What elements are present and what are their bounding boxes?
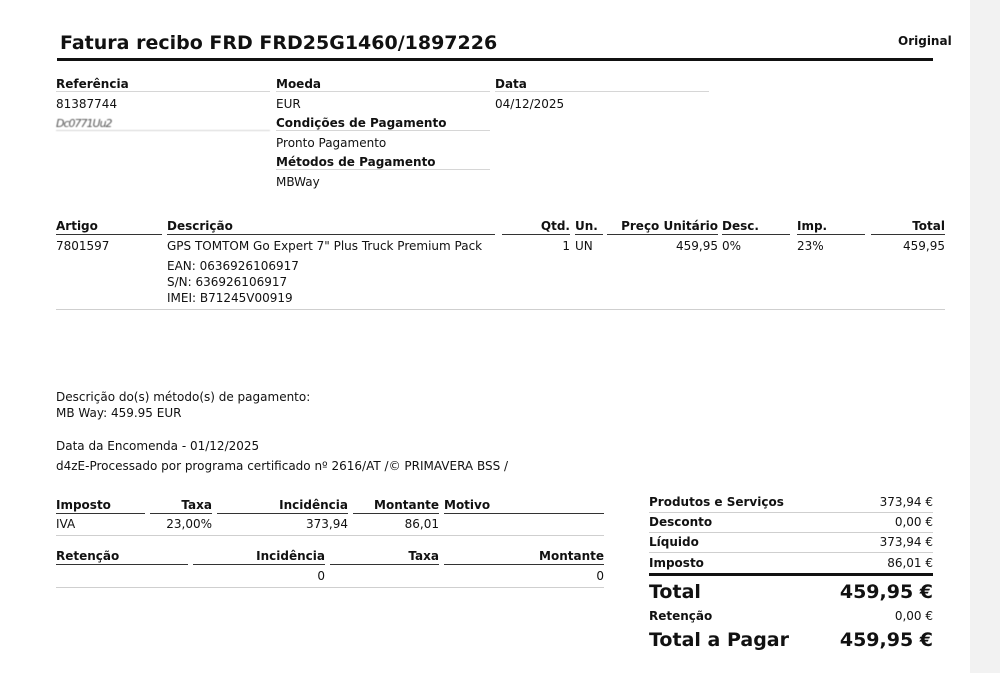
item-imp: 23%	[797, 239, 824, 253]
col-artigo: Artigo	[56, 219, 162, 235]
sum-total-label: Total	[649, 581, 701, 603]
col-qtd: Qtd.	[502, 219, 570, 235]
order-date: Data da Encomenda - 01/12/2025	[56, 439, 260, 453]
moeda-label: Moeda	[276, 77, 490, 92]
sum-divider-2	[649, 532, 933, 533]
sum-liquido-label: Líquido	[649, 535, 699, 549]
tax-imposto: IVA	[56, 517, 76, 531]
page-edge	[970, 0, 1000, 673]
header-rule	[57, 58, 933, 61]
sum-divider-1	[649, 512, 933, 513]
item-desc: 0%	[722, 239, 742, 253]
item-artigo: 7801597	[56, 239, 110, 253]
col-un: Un.	[575, 219, 603, 235]
item-descricao: GPS TOMTOM Go Expert 7" Plus Truck Premium Pack	[167, 239, 483, 253]
metodos-value: MBWay	[276, 175, 320, 189]
tax-col-incidencia: Incidência	[217, 498, 348, 514]
metodos-label: Métodos de Pagamento	[276, 155, 490, 170]
sum-total-value: 459,95 €	[839, 581, 933, 603]
tax-col-taxa: Taxa	[150, 498, 212, 514]
item-ean: EAN: 0636926106917	[167, 259, 299, 273]
item-divider	[56, 309, 945, 310]
sum-desconto-value: 0,00 €	[894, 515, 933, 529]
sum-desconto-label: Desconto	[649, 515, 713, 529]
item-qtd: 1	[562, 239, 570, 253]
ref-value: 81387744	[56, 97, 118, 111]
sum-produtos-value: 373,94 €	[879, 495, 933, 509]
ret-incidencia: 0	[317, 569, 325, 583]
item-un: UN	[575, 239, 593, 253]
tax-divider	[56, 535, 604, 536]
cond-label: Condições de Pagamento	[276, 116, 490, 131]
tax-col-montante: Montante	[353, 498, 439, 514]
col-total: Total	[871, 219, 945, 235]
ret-col-retencao: Retenção	[56, 549, 188, 565]
ret-divider	[56, 587, 604, 588]
ret-col-incidencia: Incidência	[193, 549, 325, 565]
item-sn: S/N: 636926106917	[167, 275, 288, 289]
ret-col-taxa: Taxa	[330, 549, 439, 565]
sum-imposto-label: Imposto	[649, 556, 704, 570]
tax-col-imposto: Imposto	[56, 498, 145, 514]
tax-montante: 86,01	[404, 517, 439, 531]
copy-label: Original	[898, 34, 952, 48]
sum-retencao-label: Retenção	[649, 609, 713, 623]
cond-value: Pronto Pagamento	[276, 136, 387, 150]
sum-produtos-label: Produtos e Serviços	[649, 495, 784, 509]
col-preco: Preço Unitário	[607, 219, 718, 235]
item-imei: IMEI: B71245V00919	[167, 291, 293, 305]
ref-label: Referência	[56, 77, 270, 92]
col-descricao: Descrição	[167, 219, 495, 235]
ret-montante: 0	[596, 569, 604, 583]
sum-pagar-label: Total a Pagar	[649, 629, 789, 651]
data-label: Data	[495, 77, 709, 92]
tax-taxa: 23,00%	[166, 517, 212, 531]
col-desc: Desc.	[722, 219, 790, 235]
moeda-value: EUR	[276, 97, 301, 111]
pay-desc-value: MB Way: 459.95 EUR	[56, 406, 182, 420]
item-preco: 459,95	[676, 239, 718, 253]
ret-col-montante: Montante	[444, 549, 604, 565]
sum-liquido-value: 373,94 €	[879, 535, 933, 549]
item-total: 459,95	[903, 239, 945, 253]
pay-desc-label: Descrição do(s) método(s) de pagamento:	[56, 390, 311, 404]
col-imp: Imp.	[797, 219, 865, 235]
ref-extra: Dc0771Uu2	[56, 117, 270, 131]
sum-retencao-value: 0,00 €	[894, 609, 933, 623]
sum-divider-3	[649, 552, 933, 553]
invoice-title: Fatura recibo FRD FRD25G1460/1897226	[60, 32, 498, 54]
data-value: 04/12/2025	[495, 97, 565, 111]
tax-col-motivo: Motivo	[444, 498, 604, 514]
sum-pagar-value: 459,95 €	[839, 629, 933, 651]
certified-note: d4zE-Processado por programa certificado nº 2616/AT /© PRIMAVERA BSS /	[56, 459, 509, 473]
sum-total-rule	[649, 573, 933, 576]
sum-imposto-value: 86,01 €	[887, 556, 933, 570]
tax-incidencia: 373,94	[306, 517, 348, 531]
